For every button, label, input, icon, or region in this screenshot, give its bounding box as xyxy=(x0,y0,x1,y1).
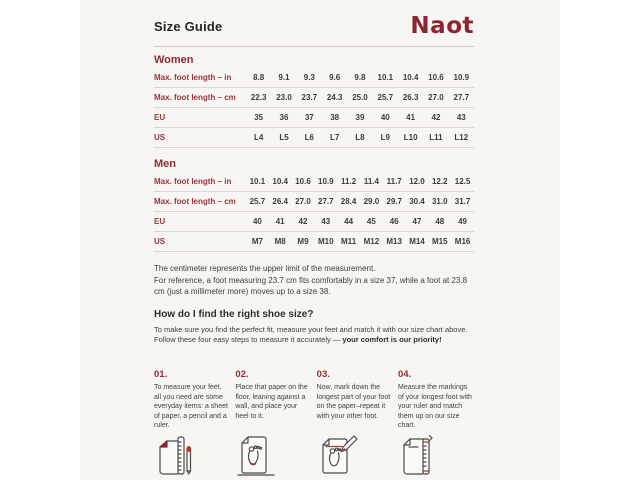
size-value: M14 xyxy=(409,237,425,246)
paper-footprint-pencil-icon xyxy=(317,434,393,476)
step-number: 03. xyxy=(316,369,330,380)
paper-footprint-icon xyxy=(235,434,311,476)
step-4 xyxy=(398,369,474,476)
step-number: 02. xyxy=(235,369,249,380)
size-value: 36 xyxy=(279,113,289,122)
men-size-table xyxy=(154,172,474,252)
step-number: 04. xyxy=(397,369,412,380)
howto-intro xyxy=(154,325,474,345)
size-value: 47 xyxy=(412,217,422,226)
size-value: 46 xyxy=(389,217,399,226)
size-value: 12.5 xyxy=(454,177,471,186)
size-value: 27.7 xyxy=(453,93,470,102)
size-value: 12.0 xyxy=(409,177,425,186)
step-2 xyxy=(235,369,311,476)
size-value: L7 xyxy=(329,133,340,142)
size-value: 9.6 xyxy=(329,73,341,82)
size-value: 43 xyxy=(456,113,466,122)
size-value: 30.4 xyxy=(409,197,425,206)
size-value: M12 xyxy=(363,237,380,246)
size-value: 25.0 xyxy=(352,93,368,102)
size-value: 25.7 xyxy=(249,197,266,206)
row-label: Max. foot length – cm xyxy=(154,197,236,206)
size-value: M16 xyxy=(454,237,471,246)
paper-ruler-marks-icon xyxy=(398,434,474,476)
size-value: M7 xyxy=(251,237,263,246)
size-value: 12.2 xyxy=(431,177,448,186)
row-label: US xyxy=(154,133,166,142)
row-label: US xyxy=(154,237,166,246)
size-value: L6 xyxy=(304,133,314,142)
size-value: 43 xyxy=(321,217,331,226)
size-value: 48 xyxy=(435,217,445,226)
size-value: M9 xyxy=(297,237,309,246)
header-divider xyxy=(154,46,474,47)
size-value: 42 xyxy=(431,113,441,122)
table-row xyxy=(154,68,474,88)
size-value: 49 xyxy=(458,217,468,226)
step-1 xyxy=(154,369,230,476)
row-label: EU xyxy=(154,217,166,226)
size-value: 10.4 xyxy=(402,73,419,82)
men-section-heading: Men xyxy=(154,158,176,170)
size-value: 35 xyxy=(254,113,264,122)
size-value: 11.7 xyxy=(386,177,402,186)
note-line-1: The centimeter represents the upper limit of the measurement. xyxy=(154,264,376,273)
size-value: 10.9 xyxy=(453,73,470,82)
size-value: L11 xyxy=(429,133,443,142)
size-value: M10 xyxy=(318,237,334,246)
size-value: 10.9 xyxy=(318,177,334,186)
paper-ruler-pencil-icon xyxy=(154,434,230,476)
step-number: 01. xyxy=(154,369,168,380)
size-value: 10.6 xyxy=(295,177,311,186)
table-row xyxy=(154,192,474,212)
size-value: L10 xyxy=(403,133,418,142)
table-row xyxy=(154,108,474,128)
table-row xyxy=(154,88,474,108)
row-values xyxy=(246,237,474,246)
size-value: 40 xyxy=(252,217,262,226)
size-value: 11.4 xyxy=(363,177,379,186)
size-value: 31.7 xyxy=(454,197,471,206)
size-value: 28.4 xyxy=(340,197,357,206)
size-value: 23.0 xyxy=(276,93,292,102)
step-text: To measure your feet, all you need are some everyday items: a sheet of paper, a pencil and a ruler. xyxy=(154,384,228,429)
size-value: 11.2 xyxy=(341,177,357,186)
size-value: 26.3 xyxy=(402,93,419,102)
size-value: 27.7 xyxy=(318,197,334,206)
step-text: Now, mark down the longest part of your foot on the paper–repeat it with your other foot. xyxy=(316,384,391,420)
women-size-table xyxy=(154,68,474,148)
naot-brand-logo[interactable]: Naot xyxy=(410,13,474,39)
page-title: Size Guide xyxy=(154,19,223,34)
row-values xyxy=(246,197,474,206)
row-label: EU xyxy=(154,113,166,122)
size-value: M8 xyxy=(274,237,286,246)
howto-heading: How do I find the right shoe size? xyxy=(154,308,314,320)
row-values xyxy=(246,217,474,226)
row-values xyxy=(246,73,474,82)
measuring-steps xyxy=(154,369,474,476)
size-value: L9 xyxy=(380,133,390,142)
size-value: 22.3 xyxy=(250,93,267,102)
size-value: 10.1 xyxy=(249,177,266,186)
table-row xyxy=(154,212,474,232)
women-section-heading: Women xyxy=(154,54,194,66)
size-value: 10.1 xyxy=(377,73,394,82)
size-value: L12 xyxy=(454,133,469,142)
size-value: 9.1 xyxy=(278,73,290,82)
size-value: 31.0 xyxy=(431,197,448,206)
step-text: Place that paper on the floor, leaning against a wall, and place your heel to it. xyxy=(235,384,308,420)
row-label: Max. foot length – in xyxy=(154,73,232,82)
size-value: L5 xyxy=(279,133,289,142)
size-value: 41 xyxy=(406,113,416,122)
table-row xyxy=(154,232,474,252)
size-value: 9.8 xyxy=(354,73,366,82)
size-value: 38 xyxy=(330,113,340,122)
size-value: 42 xyxy=(298,217,308,226)
size-value: 29.7 xyxy=(386,197,402,206)
row-values xyxy=(246,177,474,186)
size-value: 44 xyxy=(344,217,354,226)
size-value: 25.7 xyxy=(377,93,394,102)
size-value: 23.7 xyxy=(301,93,318,102)
size-value: 45 xyxy=(366,217,376,226)
size-value: M13 xyxy=(386,237,402,246)
row-values xyxy=(246,133,474,142)
size-value: L4 xyxy=(253,133,264,142)
size-guide-panel xyxy=(80,0,560,480)
size-value: 26.4 xyxy=(272,197,288,206)
size-value: 39 xyxy=(355,113,365,122)
row-label: Max. foot length – in xyxy=(154,177,232,186)
size-value: 27.0 xyxy=(428,93,444,102)
howto-intro-text: To make sure you find the perfect fit, measure your feet and match it with our size chart above. Follow these four easy steps to measure it accurately — xyxy=(154,324,468,344)
size-value: L8 xyxy=(355,133,365,142)
howto-intro-emphasis: your comfort is our priority! xyxy=(342,334,442,344)
step-3 xyxy=(317,369,393,476)
size-value: 29.0 xyxy=(363,197,380,206)
table-row xyxy=(154,172,474,192)
measurement-note xyxy=(154,263,474,298)
size-value: 10.6 xyxy=(428,73,444,82)
size-value: 37 xyxy=(304,113,314,122)
size-value: M11 xyxy=(341,237,357,246)
row-values xyxy=(246,113,474,122)
note-line-2: For reference, a foot measuring 23.7 cm fits comfortably in a size 37, while a foot at 23.8 cm (just a millimeter more) moves up to a size 38. xyxy=(154,275,468,296)
size-value: 40 xyxy=(380,113,390,122)
size-value: 8.8 xyxy=(253,73,265,82)
table-row xyxy=(154,128,474,148)
size-value: 27.0 xyxy=(295,197,311,206)
size-value: M15 xyxy=(431,237,448,246)
size-value: 9.3 xyxy=(303,73,315,82)
row-values xyxy=(246,93,474,102)
header xyxy=(154,13,474,40)
size-value: 24.3 xyxy=(326,93,343,102)
size-value: 10.4 xyxy=(272,177,288,186)
step-text: Measure the markings of your longest foot with your ruler and match them up on our size chart. xyxy=(397,384,472,429)
row-label: Max. foot length – cm xyxy=(154,93,236,102)
size-value: 41 xyxy=(275,217,285,226)
